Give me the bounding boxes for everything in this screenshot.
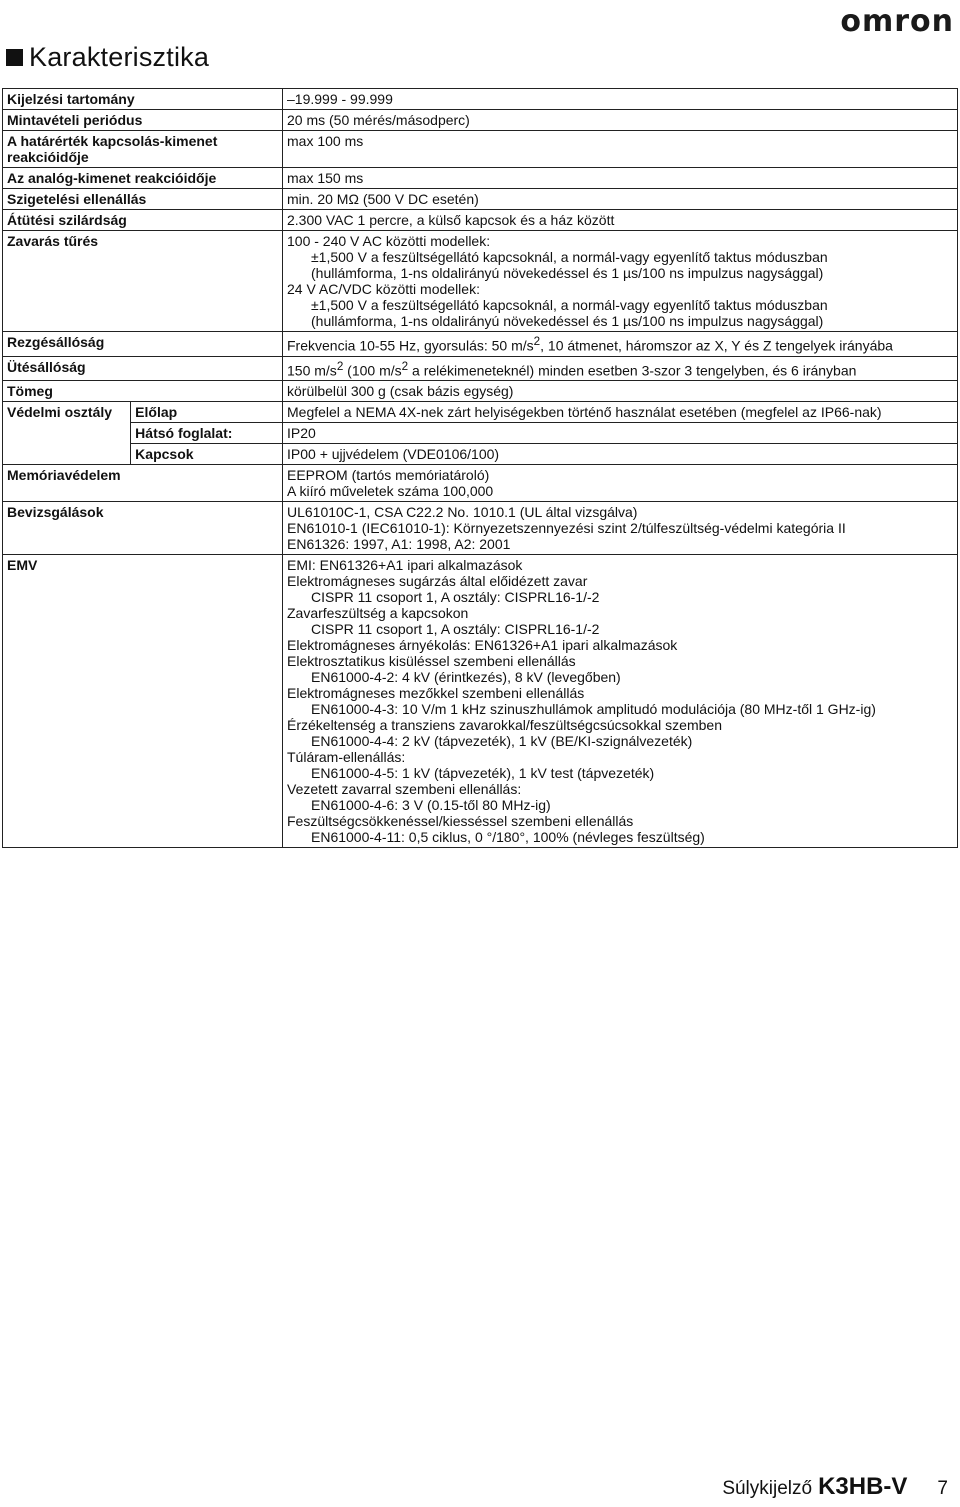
value-line: Túláram-ellenállás: (287, 749, 406, 766)
value-line: Vezetett zavarral szembeni ellenállás: (287, 781, 522, 798)
table-row (3, 210, 958, 231)
table-row (3, 231, 958, 332)
value-line: Elektrosztatikus kisüléssel szembeni ellenállás (287, 653, 576, 670)
row-value (283, 502, 958, 555)
page-number: 7 (937, 1478, 948, 1499)
row-value: IP00 + ujjvédelem (VDE0106/100) (283, 444, 958, 465)
section-title-text: Karakterisztika (29, 42, 210, 72)
row-label: Bevizsgálások (3, 502, 283, 555)
value-line: CISPR 11 csoport 1, A osztály: CISPRL16-1/-2 (311, 621, 600, 638)
value-line: EN61000-4-4: 2 kV (tápvezeték), 1 kV (BE/KI-szignálvezeték) (311, 733, 693, 750)
row-label: Az analóg-kimenet reakcióidője (3, 168, 283, 189)
value-text: (100 m/s (343, 362, 402, 379)
value-line: Elektromágneses árnyékolás: EN61326+A1 ipari alkalmazások (287, 637, 678, 654)
table-row (3, 131, 958, 168)
row-value (283, 231, 958, 332)
table-row (3, 381, 958, 402)
table-row (3, 189, 958, 210)
value-line: EN61326: 1997, A1: 1998, A2: 2001 (287, 536, 511, 553)
table-row (3, 356, 958, 381)
row-value (283, 465, 958, 502)
row-label: Kijelzési tartomány (3, 89, 283, 110)
value-text: a relékimeneteknél) minden esetben 3-szor 3 tengelyben, és 6 irányban (408, 362, 857, 379)
value-line: Érzékeltenség a transziens zavarokkal/feszültségcsúcsokkal szemben (287, 717, 722, 734)
value-text: 150 m/s (287, 362, 337, 379)
superscript: 2 (401, 359, 409, 373)
table-row (3, 502, 958, 555)
row-value: 20 ms (50 mérés/másodperc) (283, 110, 958, 131)
value-line: ±1,500 V a feszültségellátó kapcsoknál, a normál-vagy egyenlítő taktus móduszban (311, 297, 828, 313)
value-line: UL61010C-1, CSA C22.2 No. 1010.1 (UL által vizsgálva) (287, 504, 638, 521)
value-line: 24 V AC/VDC közötti modellek: (287, 281, 480, 297)
table-row (3, 423, 958, 444)
row-value (283, 555, 958, 848)
superscript: 2 (336, 359, 344, 373)
row-value (283, 356, 958, 381)
row-label: Tömeg (3, 381, 283, 402)
value-line: Zavarfeszültség a kapcsokon (287, 605, 469, 622)
value-line: (hullámforma, 1-ns oldalirányú növekedéssel és 1 µs/100 ns impulzus nagysággal) (311, 313, 824, 329)
row-label: Szigetelési ellenállás (3, 189, 283, 210)
value-line: Elektromágneses sugárzás által előidézett zavar (287, 573, 588, 590)
value-line: 100 - 240 V AC közötti modellek: (287, 233, 491, 249)
value-line: EN61000-4-3: 10 V/m 1 kHz szinuszhullámok amplitudó modulációja (80 MHz-től 1 GHz-ig) (311, 701, 876, 718)
table-row (3, 402, 958, 423)
value-line: A kiíró műveletek száma 100,000 (287, 483, 494, 500)
sub-label: Előlap (131, 402, 283, 423)
table-row (3, 332, 958, 357)
row-label: Mintavételi periódus (3, 110, 283, 131)
value-line: EN61000-4-11: 0,5 ciklus, 0 °/180°, 100% (névleges feszültség) (311, 829, 705, 846)
row-value: Megfelel a NEMA 4X-nek zárt helyiségekben történő használat esetében (megfelel az IP66-nak) (283, 402, 958, 423)
row-value: max 150 ms (283, 168, 958, 189)
product-name: Súlykijelző (722, 1478, 813, 1499)
value-line: EMI: EN61326+A1 ipari alkalmazások (287, 557, 523, 574)
value-text: , 10 átmenet, háromszor az X, Y és Z tengelyek irányába (540, 337, 893, 354)
omron-logo: omron (840, 4, 954, 39)
section-title (6, 42, 209, 73)
value-text: Frekvencia 10-55 Hz, gyorsulás: 50 m/s (287, 337, 534, 354)
value-line: EN61000-4-5: 1 kV (tápvezeték), 1 kV test (tápvezeték) (311, 765, 655, 782)
row-label: Memóriavédelem (3, 465, 283, 502)
table-row (3, 444, 958, 465)
table-row (3, 555, 958, 848)
row-value: IP20 (283, 423, 958, 444)
page-footer (722, 1473, 948, 1501)
value-line: (hullámforma, 1-ns oldalirányú növekedéssel és 1 µs/100 ns impulzus nagysággal) (311, 265, 824, 281)
row-label: Ütésállóság (3, 356, 283, 381)
value-line: EN61010-1 (IEC61010-1): Környezetszennyezési szint 2/túlfeszültség-védelmi kategória II (287, 520, 846, 537)
value-line: CISPR 11 csoport 1, A osztály: CISPRL16-1/-2 (311, 589, 600, 606)
row-label: EMV (3, 555, 283, 848)
row-label: Átütési szilárdság (3, 210, 283, 231)
spec-table (2, 88, 958, 848)
value-line: EN61000-4-6: 3 V (0.15-től 80 MHz-ig) (311, 797, 551, 814)
row-value: 2.300 VAC 1 percre, a külső kapcsok és a ház között (283, 210, 958, 231)
row-value: –19.999 - 99.999 (283, 89, 958, 110)
row-value: körülbelül 300 g (csak bázis egység) (283, 381, 958, 402)
model-name: K3HB-V (818, 1473, 908, 1500)
row-value (283, 332, 958, 357)
row-value: max 100 ms (283, 131, 958, 168)
table-row (3, 465, 958, 502)
row-label: Rezgésállóság (3, 332, 283, 357)
row-label: Zavarás tűrés (3, 231, 283, 332)
table-row (3, 110, 958, 131)
value-line: Elektromágneses mezőkkel szembeni ellenállás (287, 685, 585, 702)
superscript: 2 (533, 335, 541, 348)
table-row (3, 168, 958, 189)
sub-label: Hátsó foglalat: (131, 423, 283, 444)
value-line: Feszültségcsökkenéssel/kiesséssel szembeni ellenállás (287, 813, 634, 830)
row-label: A határérték kapcsolás-kimenet reakcióidője (3, 131, 283, 168)
value-line: ±1,500 V a feszültségellátó kapcsoknál, a normál-vagy egyenlítő taktus móduszban (311, 249, 828, 265)
black-square-bullet-icon (6, 49, 23, 66)
table-row (3, 89, 958, 110)
row-value: min. 20 MΩ (500 V DC esetén) (283, 189, 958, 210)
value-line: EN61000-4-2: 4 kV (érintkezés), 8 kV (levegőben) (311, 669, 621, 686)
row-label: Védelmi osztály (3, 402, 131, 465)
sub-label: Kapcsok (131, 444, 283, 465)
value-line: EEPROM (tartós memóriatároló) (287, 467, 490, 484)
